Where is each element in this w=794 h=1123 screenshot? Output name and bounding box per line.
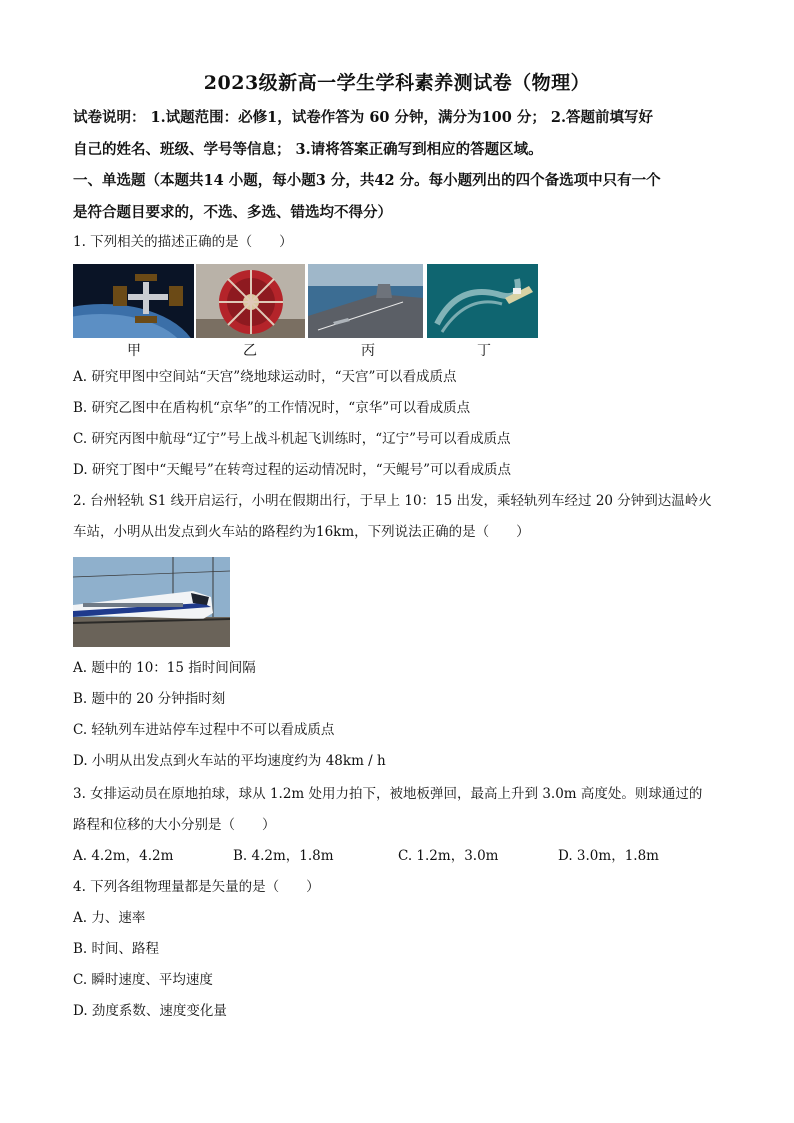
question-1-options [73,362,733,486]
q2-option-d: D. 小明从出发点到火车站的平均速度约为 48km / h [73,753,386,769]
q1-option-c: C. 研究丙图中航母“辽宁”号上战斗机起飞训练时，“辽宁”号可以看成质点 [73,431,511,447]
q2-option-a: A. 题中的 10：15 指时间间隔 [73,660,256,676]
q1-option-d: D. 研究丁图中“天鲲号”在转弯过程的运动情况时，“天鲲号”可以看成质点 [73,462,512,478]
question-4-options [73,903,733,1027]
question-2-stem [73,486,733,548]
dredger-ship-image [427,264,538,338]
instructions-line-1: 试卷说明： 1.试题范围：必修1，试卷作答为 60 分钟，满分为100 分； 2.答题前填写好 [73,109,654,126]
caption-jia: 甲 [127,343,141,359]
q4-option-b: B. 时间、路程 [73,941,160,957]
exam-instructions [73,102,723,166]
question-1-text: 1. 下列相关的描述正确的是（ ） [73,234,293,250]
q1-option-a: A. 研究甲图中空间站“天宫”绕地球运动时，“天宫”可以看成质点 [73,369,457,385]
caption-ding: 丁 [477,343,491,359]
tunnel-boring-machine-image [196,264,305,338]
q3-option-c: C. 1.2m，3.0m [398,848,499,864]
section-line-1: 一、单选题（本题共14 小题，每小题3 分，共42 分。每小题列出的四个备选项中只有一个 [73,172,661,189]
space-station-image [73,264,194,338]
light-rail-train-image [73,557,230,647]
question-3-line-2: 路程和位移的大小分别是（ ） [73,817,276,833]
question-4-text: 4. 下列各组物理量都是矢量的是（ ） [73,879,320,895]
q4-option-a: A. 力、速率 [73,910,146,926]
section-line-2: 是符合题目要求的，不选、多选、错选均不得分） [73,204,392,221]
question-3-line-1: 3. 女排运动员在原地拍球，球从 1.2m 处用力拍下，被地板弹回，最高上升到 3.0m 高度处。则球通过的 [73,786,703,802]
section-heading [73,165,723,229]
caption-bing: 丙 [361,343,375,359]
q2-option-b: B. 题中的 20 分钟指时刻 [73,691,226,707]
caption-yi: 乙 [243,343,257,359]
q3-option-d: D. 3.0m，1.8m [558,848,659,864]
question-2-line-1: 2. 台州轻轨 S1 线开启运行，小明在假期出行，于早上 10：15 出发，乘轻轨列车经过 20 分钟到达温岭火 [73,493,712,509]
instructions-line-2: 自己的姓名、班级、学号等信息； 3.请将答案正确写到相应的答题区域。 [73,141,543,158]
q1-option-b: B. 研究乙图中在盾构机“京华”的工作情况时，“京华”可以看成质点 [73,400,471,416]
q2-option-c: C. 轻轨列车进站停车过程中不可以看成质点 [73,722,335,738]
q4-option-c: C. 瞬时速度、平均速度 [73,972,213,988]
question-2-options [73,653,733,777]
question-3-options [73,841,733,872]
aircraft-carrier-image [308,264,423,338]
q4-option-d: D. 劲度系数、速度变化量 [73,1003,227,1019]
question-1-stem [73,227,733,258]
q3-option-a: A. 4.2m，4.2m [73,848,174,864]
question-3-stem [73,779,733,841]
q3-option-b: B. 4.2m，1.8m [233,848,334,864]
exam-title: 2023级新高一学生学科素养测试卷（物理） [203,72,591,94]
question-2-line-2: 车站，小明从出发点到火车站的路程约为16km，下列说法正确的是（ ） [73,524,530,540]
question-4-stem [73,872,733,903]
